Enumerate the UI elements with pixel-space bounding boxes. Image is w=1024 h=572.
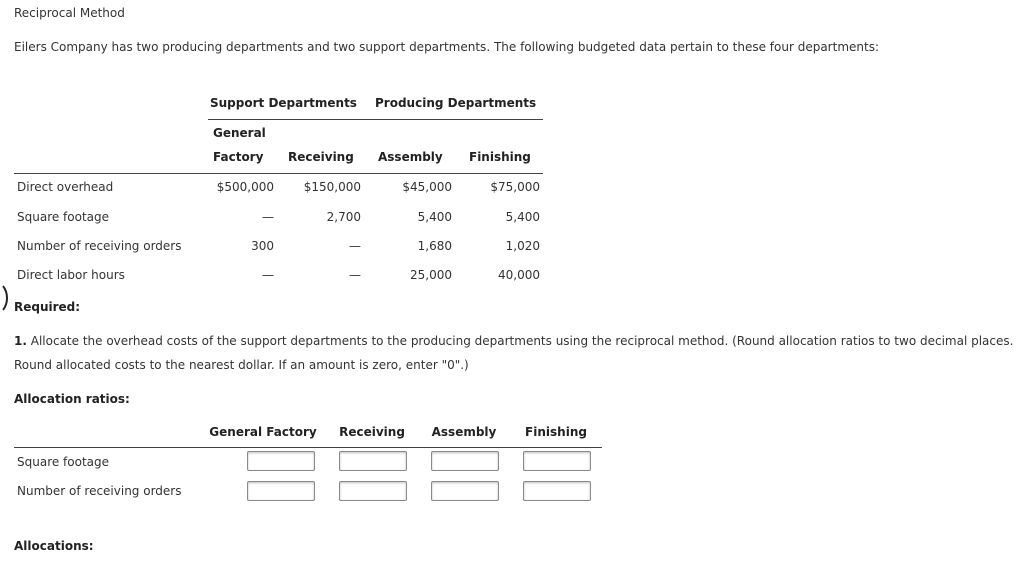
table-cell: — bbox=[262, 210, 274, 224]
col-receiving: Receiving bbox=[288, 150, 354, 164]
table-cell: — bbox=[349, 239, 361, 253]
ratio-row-label-square-footage: Square footage bbox=[17, 455, 110, 469]
receiving-orders-assembly-input[interactable] bbox=[431, 481, 499, 501]
table-cell: $45,000 bbox=[402, 180, 452, 194]
table-cell: 25,000 bbox=[410, 268, 452, 282]
row-label-direct-overhead: Direct overhead bbox=[17, 180, 114, 194]
square-footage-assembly-input[interactable] bbox=[431, 451, 499, 471]
instruction-number: 1. bbox=[14, 334, 27, 348]
table-cell: 5,400 bbox=[417, 210, 452, 224]
table-cell: 5,400 bbox=[505, 210, 540, 224]
table-cell: 1,680 bbox=[417, 239, 452, 253]
col-general-factory-line2: Factory bbox=[213, 150, 264, 164]
row-label-receiving-orders: Number of receiving orders bbox=[17, 239, 182, 253]
receiving-orders-finishing-input[interactable] bbox=[523, 481, 591, 501]
table-cell: — bbox=[262, 268, 274, 282]
column-header-underline bbox=[14, 173, 543, 174]
col-finishing: Finishing bbox=[469, 150, 531, 164]
instruction-line2: Round allocated costs to the nearest dollar. If an amount is zero, enter "0".) bbox=[14, 358, 469, 372]
header-producing-departments: Producing Departments bbox=[375, 96, 537, 110]
arc-marker-icon bbox=[0, 281, 8, 315]
allocation-ratios-heading: Allocation ratios: bbox=[14, 392, 130, 406]
col-assembly: Assembly bbox=[378, 150, 443, 164]
table-cell: $500,000 bbox=[216, 180, 274, 194]
header-underline bbox=[208, 119, 543, 120]
square-footage-receiving-input[interactable] bbox=[339, 451, 407, 471]
header-support-departments: Support Departments bbox=[210, 96, 357, 110]
instruction-line1 bbox=[14, 334, 1013, 348]
square-footage-finishing-input[interactable] bbox=[523, 451, 591, 471]
required-label: Required: bbox=[14, 300, 81, 314]
table-cell: 1,020 bbox=[505, 239, 540, 253]
row-label-direct-labor-hours: Direct labor hours bbox=[17, 268, 125, 282]
col-general-factory-line1: General bbox=[213, 126, 266, 140]
receiving-orders-general-factory-input[interactable] bbox=[247, 481, 315, 501]
allocations-heading: Allocations: bbox=[14, 539, 94, 553]
receiving-orders-receiving-input[interactable] bbox=[339, 481, 407, 501]
table-cell: 300 bbox=[251, 239, 274, 253]
ratio-row-label-receiving-orders: Number of receiving orders bbox=[17, 484, 182, 498]
instruction-text: Allocate the overhead costs of the support departments to the producing departments using the reciprocal method. (Round allocation ratios to two decimal places. bbox=[30, 334, 1014, 348]
page-title: Reciprocal Method bbox=[14, 6, 125, 20]
table-cell: 40,000 bbox=[498, 268, 540, 282]
ratio-col-finishing: Finishing bbox=[525, 425, 587, 439]
intro-text: Eilers Company has two producing departments and two support departments. The following budgeted data pertain to these four departments: bbox=[14, 40, 879, 54]
table-cell: — bbox=[349, 268, 361, 282]
ratio-header-underline bbox=[14, 447, 602, 448]
table-cell: 2,700 bbox=[326, 210, 361, 224]
row-label-square-footage: Square footage bbox=[17, 210, 110, 224]
table-cell: $150,000 bbox=[303, 180, 361, 194]
ratio-col-receiving: Receiving bbox=[339, 425, 405, 439]
ratio-col-general-factory: General Factory bbox=[209, 425, 317, 439]
table-cell: $75,000 bbox=[490, 180, 540, 194]
square-footage-general-factory-input[interactable] bbox=[247, 451, 315, 471]
ratio-col-assembly: Assembly bbox=[431, 425, 497, 439]
